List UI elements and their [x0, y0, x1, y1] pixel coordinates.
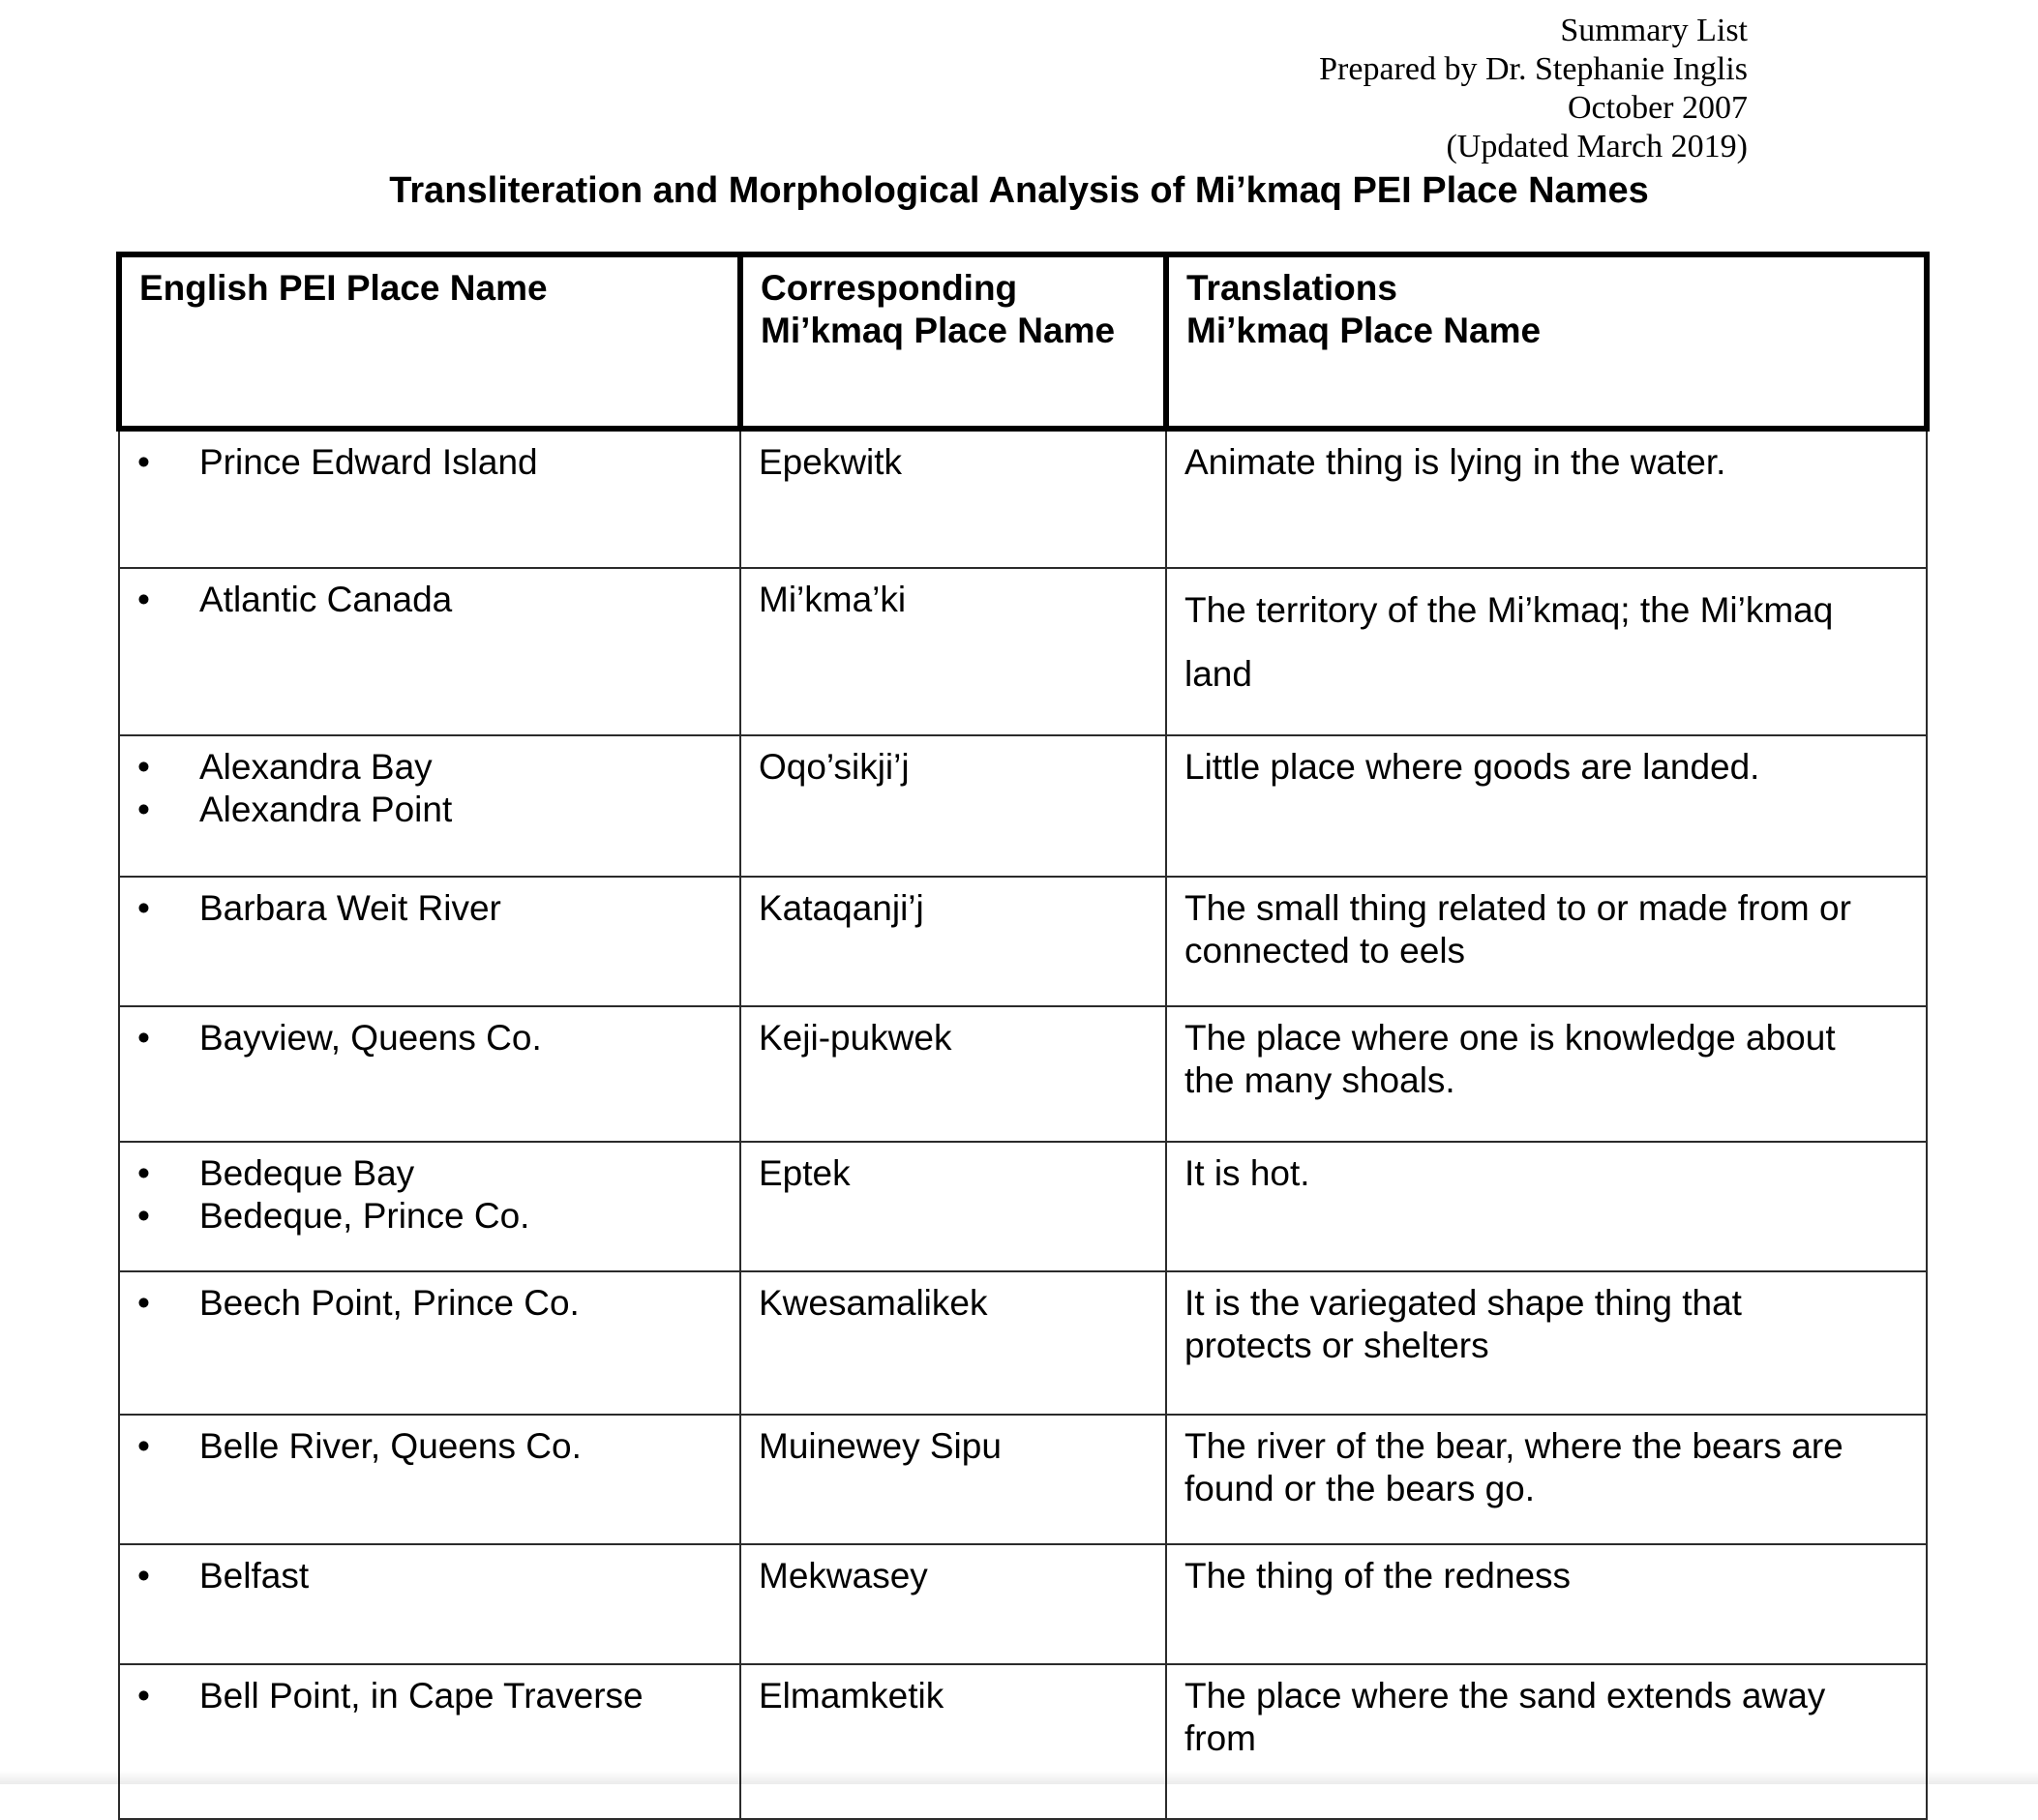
column-header-translation-line1: Translations [1186, 268, 1397, 308]
english-cell [119, 735, 740, 877]
translation-cell [1166, 568, 1927, 735]
english-cell [119, 1142, 740, 1271]
meta-updated: (Updated March 2019) [1446, 129, 1748, 164]
english-cell [119, 1006, 740, 1142]
document-meta [1319, 12, 1748, 166]
english-place-list [137, 1425, 722, 1468]
table-row [119, 877, 1927, 1006]
meta-date: October 2007 [1567, 90, 1748, 126]
table-row [119, 1142, 1927, 1271]
column-header-english-line1: English PEI Place Name [139, 268, 548, 308]
translation-cell [1166, 1142, 1927, 1271]
column-header-mikmaq [740, 254, 1166, 429]
english-cell [119, 1664, 740, 1819]
english-place-name: • Alexandra Point [137, 789, 722, 831]
mikmaq-cell: Muinewey Sipu [740, 1415, 1166, 1544]
mikmaq-cell: Mi’kma’ki [740, 568, 1166, 735]
column-header-mikmaq-line2: Mi’kmaq Place Name [761, 311, 1116, 350]
english-place-name: • Belfast [137, 1555, 722, 1597]
mikmaq-cell: Kwesamalikek [740, 1271, 1166, 1415]
english-place-name: • Bedeque, Prince Co. [137, 1195, 722, 1238]
english-place-name: • Bayview, Queens Co. [137, 1017, 722, 1059]
translation-text: The place where the sand extends away from [1184, 1676, 1826, 1758]
english-place-list [137, 1282, 722, 1325]
translation-cell [1166, 1415, 1927, 1544]
english-cell [119, 568, 740, 735]
meta-prepared-by: Prepared by Dr. Stephanie Inglis [1319, 51, 1748, 87]
translation-text: It is the variegated shape thing that protects or shelters [1184, 1283, 1742, 1365]
english-place-list [137, 746, 722, 831]
place-names-table [116, 252, 1930, 1820]
english-place-name: • Barbara Weit River [137, 887, 722, 930]
english-cell [119, 429, 740, 568]
english-place-name: • Bell Point, in Cape Traverse [137, 1675, 722, 1717]
translation-cell [1166, 877, 1927, 1006]
column-header-translation [1166, 254, 1927, 429]
english-place-name: • Belle River, Queens Co. [137, 1425, 722, 1468]
page-bottom-shadow [0, 1771, 2038, 1784]
table-row [119, 1271, 1927, 1415]
translation-cell [1166, 735, 1927, 877]
english-cell [119, 1271, 740, 1415]
mikmaq-cell: Oqo’sikji’j [740, 735, 1166, 877]
translation-text: It is hot. [1184, 1153, 1310, 1193]
translation-text: The territory of the Mi’kmaq; the Mi’kmaq land [1184, 590, 1834, 694]
mikmaq-cell: Mekwasey [740, 1544, 1166, 1664]
english-cell [119, 1415, 740, 1544]
translation-cell [1166, 1006, 1927, 1142]
translation-cell [1166, 429, 1927, 568]
translation-text: The place where one is knowledge about the many shoals. [1184, 1018, 1836, 1100]
english-cell [119, 877, 740, 1006]
english-place-list [137, 887, 722, 930]
mikmaq-cell: Eptek [740, 1142, 1166, 1271]
mikmaq-cell: Keji-pukwek [740, 1006, 1166, 1142]
translation-text: The thing of the redness [1184, 1556, 1572, 1596]
translation-cell [1166, 1544, 1927, 1664]
translation-text: Animate thing is lying in the water. [1184, 442, 1726, 482]
table-header-row [119, 254, 1927, 429]
table-row [119, 1006, 1927, 1142]
table-row [119, 568, 1927, 735]
english-cell [119, 1544, 740, 1664]
english-place-list [137, 1555, 722, 1597]
english-place-name: • Alexandra Bay [137, 746, 722, 789]
mikmaq-cell: Epekwitk [740, 429, 1166, 568]
english-place-name: • Bedeque Bay [137, 1152, 722, 1195]
translation-cell [1166, 1271, 1927, 1415]
table-row [119, 429, 1927, 568]
english-place-list [137, 1017, 722, 1059]
translation-text: The river of the bear, where the bears are found or the bears go. [1184, 1426, 1843, 1508]
english-place-list [137, 579, 722, 621]
table-row [119, 735, 1927, 877]
table-row [119, 1544, 1927, 1664]
english-place-name: • Beech Point, Prince Co. [137, 1282, 722, 1325]
column-header-english [119, 254, 740, 429]
column-header-mikmaq-line1: Corresponding [761, 268, 1018, 308]
mikmaq-cell: Elmamketik [740, 1664, 1166, 1819]
english-place-name: • Prince Edward Island [137, 441, 722, 484]
table-row [119, 1664, 1927, 1819]
meta-summary-list: Summary List [1560, 13, 1748, 48]
table-row [119, 1415, 1927, 1544]
document-title: Transliteration and Morphological Analysis of Mi’kmaq PEI Place Names [389, 170, 1649, 211]
translation-text: The small thing related to or made from or connected to eels [1184, 888, 1851, 970]
translation-text: Little place where goods are landed. [1184, 747, 1760, 787]
english-place-list [137, 1675, 722, 1717]
column-header-translation-line2: Mi’kmaq Place Name [1186, 311, 1542, 350]
mikmaq-cell: Kataqanji’j [740, 877, 1166, 1006]
english-place-list [137, 441, 722, 484]
translation-cell [1166, 1664, 1927, 1819]
english-place-list [137, 1152, 722, 1238]
english-place-name: • Atlantic Canada [137, 579, 722, 621]
